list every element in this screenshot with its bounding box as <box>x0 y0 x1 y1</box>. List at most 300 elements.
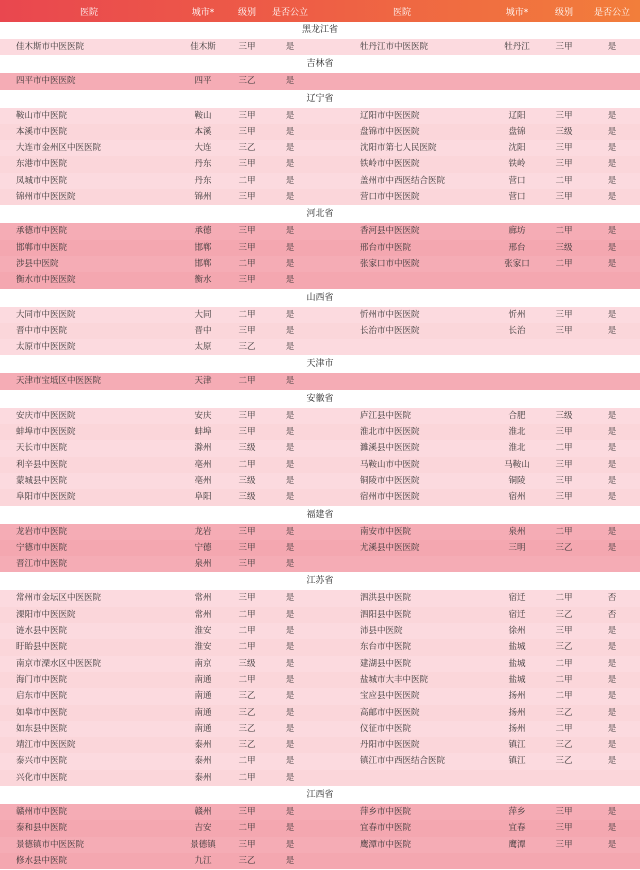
left-level: 三乙 <box>238 707 256 718</box>
left-level: 三甲 <box>238 526 256 537</box>
right-public: 是 <box>607 839 617 850</box>
right-level: 三乙 <box>555 642 573 653</box>
left-public: 是 <box>285 526 295 537</box>
right-city: 马鞍山 <box>504 459 530 470</box>
table-row <box>0 837 640 853</box>
right-city: 盘锦 <box>508 126 526 137</box>
left-hospital-name: 赣州市中医院 <box>16 806 68 817</box>
table-row <box>0 108 640 124</box>
right-city: 淮北 <box>508 427 526 438</box>
right-public: 是 <box>607 658 617 669</box>
right-hospital-name: 泗洪县中医院 <box>360 593 412 604</box>
right-city: 扬州 <box>508 691 526 702</box>
right-city: 宜春 <box>508 823 526 834</box>
right-city: 廊坊 <box>508 226 526 237</box>
right-level: 三甲 <box>555 325 573 336</box>
right-public: 是 <box>607 674 617 685</box>
left-level: 三级 <box>238 658 256 669</box>
header-city-right: 城市* <box>505 7 529 18</box>
left-level: 三甲 <box>238 542 256 553</box>
right-hospital-name: 辽阳市中医医院 <box>360 110 420 121</box>
left-city: 天津 <box>194 376 212 387</box>
left-city: 泰州 <box>194 756 212 767</box>
table-row <box>0 607 640 623</box>
left-hospital-name: 晋中市中医院 <box>16 325 68 336</box>
right-level: 二甲 <box>555 175 573 186</box>
left-level: 二甲 <box>238 376 256 387</box>
left-level: 二甲 <box>238 258 256 269</box>
left-public: 是 <box>285 642 295 653</box>
left-hospital-name: 鞍山市中医院 <box>16 110 68 121</box>
right-level: 三级 <box>555 410 573 421</box>
right-level: 二甲 <box>555 723 573 734</box>
right-level: 三甲 <box>555 839 573 850</box>
left-public: 是 <box>285 475 295 486</box>
right-level: 二甲 <box>555 674 573 685</box>
right-level: 三甲 <box>555 143 573 154</box>
right-public: 是 <box>607 159 617 170</box>
left-city: 阜阳 <box>194 492 212 503</box>
province-block <box>0 223 640 289</box>
right-city: 三明 <box>508 542 526 553</box>
left-hospital-name: 靖江市中医医院 <box>16 740 76 751</box>
left-city: 吉安 <box>194 823 212 834</box>
table-row <box>0 39 640 55</box>
right-city: 盐城 <box>508 674 526 685</box>
right-city: 营口 <box>508 175 526 186</box>
right-hospital-name: 鹰潭市中医院 <box>360 839 412 850</box>
table-row <box>0 457 640 473</box>
right-public: 是 <box>607 192 617 203</box>
left-hospital-name: 阜阳市中医医院 <box>16 492 76 503</box>
table-row <box>0 440 640 456</box>
left-city: 南通 <box>194 674 212 685</box>
left-level: 二甲 <box>238 674 256 685</box>
table-row <box>0 770 640 786</box>
left-level: 二甲 <box>238 459 256 470</box>
right-city: 鹰潭 <box>508 839 526 850</box>
right-city: 宿迁 <box>508 609 526 620</box>
left-level: 三甲 <box>238 275 256 286</box>
left-level: 三乙 <box>238 723 256 734</box>
left-hospital-name: 龙岩市中医院 <box>16 526 68 537</box>
left-city: 晋中 <box>194 325 212 336</box>
right-public: 是 <box>607 542 617 553</box>
table-row <box>0 524 640 540</box>
left-level: 三甲 <box>238 593 256 604</box>
table-row <box>0 737 640 753</box>
right-city: 宿州 <box>508 492 526 503</box>
left-hospital-name: 溧阳市中医医院 <box>16 609 76 620</box>
left-public: 是 <box>285 258 295 269</box>
right-hospital-name: 丹阳市中医医院 <box>360 740 420 751</box>
right-public: 是 <box>607 126 617 137</box>
left-hospital-name: 锦州市中医医院 <box>16 192 76 203</box>
left-level: 三甲 <box>238 226 256 237</box>
right-city: 营口 <box>508 192 526 203</box>
left-level: 三乙 <box>238 691 256 702</box>
table-row <box>0 820 640 836</box>
table-row <box>0 590 640 606</box>
right-hospital-name: 尤溪县中医医院 <box>360 542 420 553</box>
right-city: 扬州 <box>508 723 526 734</box>
left-public: 是 <box>285 723 295 734</box>
right-hospital-name: 盖州市中西医结合医院 <box>360 175 446 186</box>
right-hospital-name: 忻州市中医医院 <box>360 309 420 320</box>
right-public: 是 <box>607 175 617 186</box>
left-city: 锦州 <box>194 192 212 203</box>
right-hospital-name: 宿州市中医医院 <box>360 492 420 503</box>
left-level: 三级 <box>238 492 256 503</box>
left-public: 是 <box>285 740 295 751</box>
left-public: 是 <box>285 226 295 237</box>
right-level: 三甲 <box>555 806 573 817</box>
table-row <box>0 307 640 323</box>
left-level: 三甲 <box>238 410 256 421</box>
table-row <box>0 540 640 556</box>
left-city: 宁德 <box>194 542 212 553</box>
right-city: 长治 <box>508 325 526 336</box>
right-level: 三乙 <box>555 609 573 620</box>
header-hospital-right: 医院 <box>392 7 411 18</box>
right-level: 三乙 <box>555 707 573 718</box>
right-hospital-name: 仪征市中医院 <box>360 723 412 734</box>
left-city: 大同 <box>194 309 212 320</box>
left-hospital-name: 景德镇市中医医院 <box>16 839 85 850</box>
left-city: 淮安 <box>194 642 212 653</box>
right-hospital-name: 南安市中医院 <box>360 526 412 537</box>
left-level: 三级 <box>238 443 256 454</box>
right-city: 张家口 <box>504 258 530 269</box>
left-public: 是 <box>285 443 295 454</box>
right-hospital-name: 东台市中医院 <box>360 642 412 653</box>
province-heading: 江苏省 <box>0 573 640 590</box>
left-public: 是 <box>285 309 295 320</box>
right-public: 是 <box>607 226 617 237</box>
left-hospital-name: 盱眙县中医院 <box>16 642 68 653</box>
province-heading: 江西省 <box>0 787 640 804</box>
right-city: 盐城 <box>508 658 526 669</box>
left-hospital-name: 天津市宝坻区中医医院 <box>16 376 102 387</box>
left-public: 是 <box>285 707 295 718</box>
province-block <box>0 307 640 357</box>
left-public: 是 <box>285 609 295 620</box>
right-hospital-name: 盐城市大丰中医院 <box>360 674 429 685</box>
table-row <box>0 656 640 672</box>
left-city: 南通 <box>194 723 212 734</box>
right-level: 三甲 <box>555 110 573 121</box>
left-hospital-name: 泰兴市中医院 <box>16 756 68 767</box>
left-level: 二甲 <box>238 309 256 320</box>
left-city: 太原 <box>194 342 212 353</box>
left-public: 是 <box>285 658 295 669</box>
left-public: 是 <box>285 410 295 421</box>
left-hospital-name: 海门市中医院 <box>16 674 68 685</box>
right-hospital-name: 萍乡市中医院 <box>360 806 412 817</box>
right-level: 三级 <box>555 242 573 253</box>
table-row <box>0 688 640 704</box>
right-hospital-name: 泗阳县中医院 <box>360 609 412 620</box>
left-hospital-name: 启东市中医院 <box>16 691 68 702</box>
right-hospital-name: 淮北市中医医院 <box>360 427 420 438</box>
right-hospital-name: 盘锦市中医医院 <box>360 126 420 137</box>
left-level: 二甲 <box>238 823 256 834</box>
left-city: 大连 <box>194 143 212 154</box>
left-hospital-name: 兴化市中医院 <box>16 772 68 783</box>
left-public: 是 <box>285 376 295 387</box>
left-level: 三乙 <box>238 740 256 751</box>
left-level: 三甲 <box>238 839 256 850</box>
table-row <box>0 73 640 89</box>
left-hospital-name: 承德市中医院 <box>16 226 68 237</box>
right-level: 二甲 <box>555 226 573 237</box>
right-level: 三甲 <box>555 192 573 203</box>
left-public: 是 <box>285 593 295 604</box>
right-public: 是 <box>607 492 617 503</box>
province-heading: 福建省 <box>0 507 640 524</box>
right-level: 三乙 <box>555 756 573 767</box>
header-level-right: 级别 <box>554 7 573 18</box>
right-public: 是 <box>607 823 617 834</box>
left-public: 是 <box>285 159 295 170</box>
right-hospital-name: 铜陵市中医医院 <box>360 475 420 486</box>
right-city: 邢台 <box>508 242 526 253</box>
left-city: 丹东 <box>194 175 212 186</box>
left-city: 景德镇 <box>190 839 216 850</box>
province-block <box>0 590 640 787</box>
left-public: 是 <box>285 175 295 186</box>
left-city: 泰州 <box>194 772 212 783</box>
left-level: 三甲 <box>238 242 256 253</box>
right-level: 二甲 <box>555 258 573 269</box>
table-row <box>0 339 640 355</box>
left-public: 是 <box>285 559 295 570</box>
province-block <box>0 108 640 207</box>
province-heading: 山西省 <box>0 290 640 307</box>
right-public: 是 <box>607 410 617 421</box>
province-block <box>0 373 640 390</box>
left-city: 泰州 <box>194 740 212 751</box>
right-level: 三甲 <box>555 159 573 170</box>
table-row <box>0 240 640 256</box>
left-city: 南通 <box>194 691 212 702</box>
right-level: 三级 <box>555 126 573 137</box>
right-city: 镇江 <box>508 756 526 767</box>
right-public: 否 <box>607 593 617 604</box>
right-public: 是 <box>607 526 617 537</box>
left-hospital-name: 大同市中医医院 <box>16 309 76 320</box>
left-level: 二甲 <box>238 626 256 637</box>
right-city: 扬州 <box>508 707 526 718</box>
left-hospital-name: 四平市中医医院 <box>16 76 76 87</box>
province-heading: 河北省 <box>0 206 640 223</box>
province-block <box>0 73 640 90</box>
table-row <box>0 424 640 440</box>
right-hospital-name: 长治市中医医院 <box>360 325 420 336</box>
right-city: 徐州 <box>508 626 526 637</box>
right-public: 是 <box>607 806 617 817</box>
table-row <box>0 639 640 655</box>
left-public: 是 <box>285 342 295 353</box>
right-hospital-name: 香河县中医医院 <box>360 226 420 237</box>
province-block <box>0 524 640 574</box>
right-city: 忻州 <box>508 309 526 320</box>
left-public: 是 <box>285 275 295 286</box>
right-hospital-name: 马鞍山市中医院 <box>360 459 420 470</box>
right-city: 镇江 <box>508 740 526 751</box>
left-city: 邯郸 <box>194 258 212 269</box>
left-city: 承德 <box>194 226 212 237</box>
left-public: 是 <box>285 772 295 783</box>
left-public: 是 <box>285 427 295 438</box>
left-city: 常州 <box>194 593 212 604</box>
left-level: 三甲 <box>238 806 256 817</box>
left-public: 是 <box>285 325 295 336</box>
right-level: 三甲 <box>555 427 573 438</box>
left-level: 三乙 <box>238 76 256 87</box>
right-public: 是 <box>607 309 617 320</box>
header-level-left: 级别 <box>237 7 256 18</box>
table-row <box>0 323 640 339</box>
left-city: 四平 <box>194 76 212 87</box>
right-hospital-name: 沛县中医院 <box>360 626 403 637</box>
right-level: 二甲 <box>555 443 573 454</box>
left-public: 是 <box>285 459 295 470</box>
left-hospital-name: 本溪市中医院 <box>16 126 68 137</box>
left-city: 亳州 <box>194 475 212 486</box>
right-hospital-name: 张家口市中医院 <box>360 258 420 269</box>
left-city: 鞍山 <box>194 110 212 121</box>
table-row <box>0 721 640 737</box>
left-level: 三甲 <box>238 42 256 52</box>
left-city: 本溪 <box>194 126 212 137</box>
left-city: 泉州 <box>194 559 212 570</box>
right-level: 三甲 <box>555 492 573 503</box>
left-level: 三甲 <box>238 427 256 438</box>
left-hospital-name: 蚌埠市中医医院 <box>16 427 76 438</box>
left-level: 三甲 <box>238 126 256 137</box>
header-public-left: 是否公立 <box>271 7 308 18</box>
left-city: 衡水 <box>194 275 212 286</box>
left-hospital-name: 泰和县中医院 <box>16 823 68 834</box>
left-hospital-name: 如皋市中医院 <box>16 707 68 718</box>
left-level: 二甲 <box>238 609 256 620</box>
right-level: 三甲 <box>555 309 573 320</box>
left-public: 是 <box>285 823 295 834</box>
right-level: 二甲 <box>555 691 573 702</box>
left-hospital-name: 东港市中医院 <box>16 159 68 170</box>
left-city: 赣州 <box>194 806 212 817</box>
left-public: 是 <box>285 143 295 154</box>
left-hospital-name: 邯郸市中医院 <box>16 242 68 253</box>
right-public: 是 <box>607 707 617 718</box>
left-hospital-name: 修水县中医院 <box>16 855 68 866</box>
right-public: 是 <box>607 242 617 253</box>
left-hospital-name: 涉县中医院 <box>16 258 59 269</box>
left-hospital-name: 佳木斯市中医医院 <box>16 42 85 52</box>
province-block <box>0 39 640 56</box>
table-row <box>0 489 640 505</box>
left-public: 是 <box>285 839 295 850</box>
right-level: 三乙 <box>555 740 573 751</box>
right-public: 是 <box>607 443 617 454</box>
left-city: 亳州 <box>194 459 212 470</box>
right-hospital-name: 营口市中医医院 <box>360 192 420 203</box>
left-public: 是 <box>285 542 295 553</box>
province-heading: 黑龙江省 <box>0 22 640 39</box>
header-city-left: 城市* <box>191 7 215 18</box>
left-hospital-name: 如东县中医院 <box>16 723 68 734</box>
left-hospital-name: 涟水县中医院 <box>16 626 68 637</box>
right-level: 二甲 <box>555 658 573 669</box>
province-heading: 辽宁省 <box>0 91 640 108</box>
left-public: 是 <box>285 691 295 702</box>
right-city: 辽阳 <box>508 110 526 121</box>
header-hospital-left: 医院 <box>79 7 98 18</box>
left-hospital-name: 南京市溧水区中医医院 <box>16 658 102 669</box>
left-city: 安庆 <box>194 410 212 421</box>
right-public: 是 <box>607 459 617 470</box>
table-row <box>0 373 640 389</box>
header-public-right: 是否公立 <box>593 7 630 18</box>
right-hospital-name: 高邮市中医医院 <box>360 707 420 718</box>
right-level: 三甲 <box>555 475 573 486</box>
right-hospital-name: 邢台市中医院 <box>360 242 412 253</box>
left-level: 三甲 <box>238 325 256 336</box>
left-city: 蚌埠 <box>194 427 212 438</box>
left-level: 三甲 <box>238 110 256 121</box>
left-level: 二甲 <box>238 756 256 767</box>
left-city: 淮安 <box>194 626 212 637</box>
right-public: 是 <box>607 42 617 52</box>
left-city: 佳木斯 <box>190 42 216 52</box>
table-row <box>0 272 640 288</box>
right-city: 泉州 <box>508 526 526 537</box>
right-city: 牡丹江 <box>504 42 530 52</box>
left-city: 九江 <box>194 855 212 866</box>
left-public: 是 <box>285 756 295 767</box>
left-level: 二甲 <box>238 772 256 783</box>
left-city: 南通 <box>194 707 212 718</box>
table-row <box>0 804 640 820</box>
table-row <box>0 408 640 424</box>
right-public: 是 <box>607 258 617 269</box>
left-public: 是 <box>285 674 295 685</box>
left-level: 二甲 <box>238 642 256 653</box>
left-hospital-name: 利辛县中医院 <box>16 459 68 470</box>
left-hospital-name: 太原市中医医院 <box>16 342 76 353</box>
right-level: 三甲 <box>555 42 573 52</box>
left-city: 邯郸 <box>194 242 212 253</box>
left-level: 三乙 <box>238 855 256 866</box>
right-hospital-name: 庐江县中医院 <box>360 410 412 421</box>
right-public: 是 <box>607 642 617 653</box>
left-city: 丹东 <box>194 159 212 170</box>
province-heading: 吉林省 <box>0 56 640 73</box>
table-row <box>0 556 640 572</box>
left-public: 是 <box>285 76 295 87</box>
left-city: 滁州 <box>194 443 212 454</box>
left-hospital-name: 蒙城县中医院 <box>16 475 68 486</box>
right-public: 否 <box>607 609 617 620</box>
right-hospital-name: 镇江市中西医结合医院 <box>360 756 446 767</box>
left-public: 是 <box>285 42 295 52</box>
left-level: 二甲 <box>238 175 256 186</box>
table-row <box>0 256 640 272</box>
left-public: 是 <box>285 126 295 137</box>
right-public: 是 <box>607 325 617 336</box>
province-heading: 安徽省 <box>0 391 640 408</box>
